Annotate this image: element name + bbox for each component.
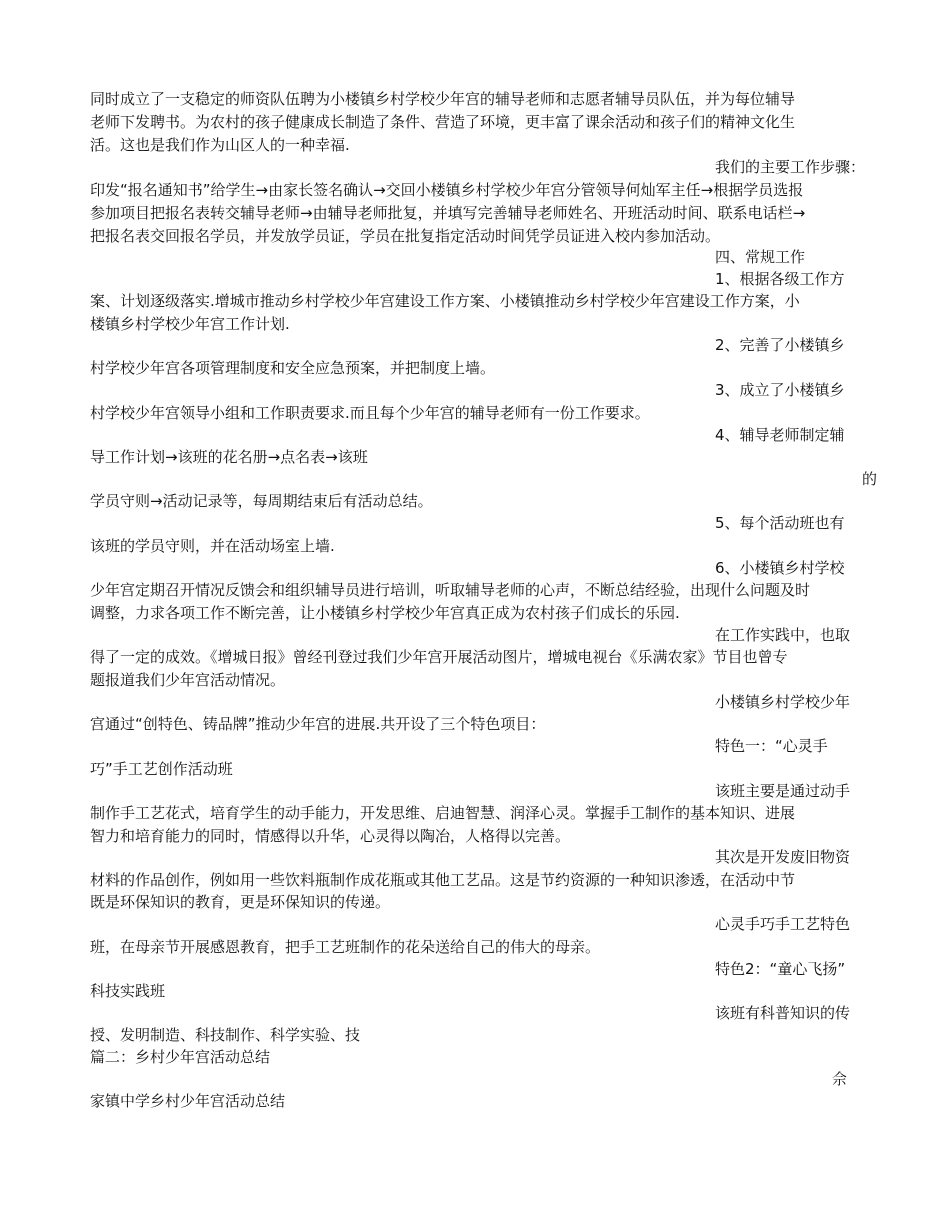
text-line: 得了一定的成效。《增城日报》曾经刊登过我们少年宫开展活动图片，增城电视台《乐满农家》节目也曾专 — [90, 648, 788, 666]
text-line: 科技实践班 — [90, 982, 166, 1000]
text-line: 调整，力求各项工作不断完善，让小楼镇乡村学校少年宫真正成为农村孩子们成长的乐园. — [90, 604, 680, 622]
text-line: 5、每个活动班也有 — [715, 514, 845, 532]
text-line: 制作手工艺花式，培育学生的动手能力，开发思维、启迪智慧、润泽心灵。掌握手工制作的基本知识、进展 — [90, 804, 796, 822]
text-line: 特色2：“童心飞扬” — [715, 960, 846, 978]
article-heading: 篇二：乡村少年宫活动总结 — [90, 1048, 271, 1066]
text-line: 小楼镇乡村学校少年 — [715, 693, 851, 711]
text-line: 村学校少年宫领导小组和工作职责要求.而且每个少年宫的辅导老师有一份工作要求。 — [90, 404, 650, 422]
text-line: 学员守则→活动记录等，每周期结束后有活动总结。 — [90, 492, 433, 510]
text-line: 1、根据各级工作方 — [715, 270, 845, 288]
text-line: 题报道我们少年宫活动情况。 — [90, 671, 286, 689]
text-line: 同时成立了一支稳定的师资队伍聘为小楼镇乡村学校少年宫的辅导老师和志愿者辅导员队伍，并为每位辅导 — [90, 90, 796, 108]
text-line: 参加项目把报名表转交辅导老师→由辅导老师批复，并填写完善辅导老师姓名、开班活动时间、联系电话栏→ — [90, 204, 806, 222]
text-line: 班，在母亲节开展感恩教育，把手工艺班制作的花朵送给自己的伟大的母亲。 — [90, 938, 601, 956]
text-line: 其次是开发废旧物资 — [715, 848, 851, 866]
section-heading: 四、常规工作 — [715, 248, 806, 266]
text-line: 该班的学员守则，并在活动场室上墙. — [90, 537, 335, 555]
text-line: 该班主要是通过动手 — [715, 782, 851, 800]
text-line: 4、辅导老师制定辅 — [715, 426, 845, 444]
text-line: 案、计划逐级落实.增城市推动乡村学校少年宫建设工作方案、小楼镇推动乡村学校少年宫建设工作方案，小 — [90, 292, 800, 310]
text-line: 导工作计划→该班的花名册→点名表→该班 — [90, 448, 368, 466]
text-line: 佘 — [832, 1070, 848, 1088]
text-line: 6、小楼镇乡村学校 — [715, 559, 845, 577]
text-line: 既是环保知识的教育，更是环保知识的传递。 — [90, 893, 391, 911]
text-line: 活。这也是我们作为山区人的一种幸福. — [90, 136, 350, 154]
text-line: 把报名表交回报名学员，并发放学员证，学员在批复指定活动时间凭学员证进入校内参加活动。 — [90, 227, 721, 245]
text-line: 智力和培育能力的同时，情感得以升华，心灵得以陶冶，人格得以完善。 — [90, 827, 571, 845]
text-line: 少年宫定期召开情况反馈会和组织辅导员进行培训，听取辅导老师的心声，不断总结经验，出现什么问题及时 — [90, 581, 811, 599]
text-line: 村学校少年宫各项管理制度和安全应急预案，并把制度上墙。 — [90, 359, 496, 377]
text-line: 3、成立了小楼镇乡 — [715, 381, 845, 399]
text-line: 宫通过“创特色、铸品牌”推动少年宫的进展.共开设了三个特色项目： — [90, 715, 546, 733]
text-line: 心灵手巧手工艺特色 — [715, 915, 851, 933]
text-line: 授、发明制造、科技制作、科学实验、技 — [90, 1026, 361, 1044]
text-line: 老师下发聘书。为农村的孩子健康成长制造了条件、营造了环境，更丰富了课余活动和孩子们的精神文化生 — [90, 113, 796, 131]
text-line: 我们的主要工作步骤： — [715, 158, 866, 176]
text-line: 楼镇乡村学校少年宫工作计划. — [90, 315, 290, 333]
article-title: 家镇中学乡村少年宫活动总结 — [90, 1092, 286, 1110]
text-line: 在工作实践中，也取 — [715, 626, 851, 644]
text-line: 该班有科普知识的传 — [715, 1004, 851, 1022]
text-line: 2、完善了小楼镇乡 — [715, 336, 845, 354]
text-line: 巧”手工艺创作活动班 — [90, 760, 233, 778]
text-line: 特色一：“心灵手 — [715, 737, 828, 755]
text-line: 的 — [862, 470, 878, 488]
text-line: 材料的作品创作，例如用一些饮料瓶制作成花瓶或其他工艺品。这是节约资源的一种知识渗透，在活动中节 — [90, 871, 796, 889]
text-line: 印发“报名通知书”给学生→由家长签名确认→交回小楼镇乡村学校少年宫分管领导何灿军主任→根据学员选报 — [90, 181, 804, 199]
